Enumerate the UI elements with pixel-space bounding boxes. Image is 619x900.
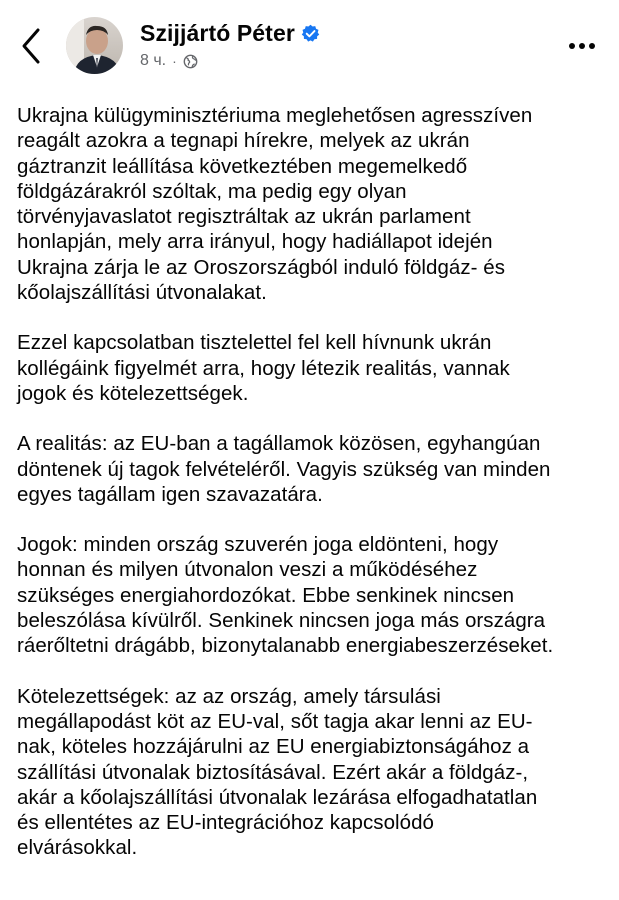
post-body [17,103,609,886]
chevron-left-icon [14,26,50,66]
profile-photo [66,17,123,74]
post-meta [140,50,198,72]
meta-separator: · [172,53,177,69]
back-button[interactable] [14,26,50,66]
post-paragraph: Ezzel kapcsolatban tisztelettel fel kell hívnunk ukrán kollégáink figyelmét arra, hogy létezik realitás, vannak jogok és kötelezettségek. [17,331,510,405]
more-options-button[interactable] [560,34,604,58]
post-paragraph: Jogok: minden ország szuverén joga eldönteni, hogy honnan és milyen útvonalon veszi a működéséhez szükséges energiahordozókat. Ebbe senkinek nincsen beleszólása kívülről. Senkinek nincsen joga más országra ráerőltetni drágább, bizonytalanabb energiabeszerzéseket. [17,533,554,658]
globe-icon [183,54,198,69]
avatar[interactable] [66,17,123,74]
verified-badge-icon [301,24,320,43]
post-paragraph: Ukrajna külügyminisztériuma meglehetősen agresszíven reagált azokra a tegnapi hírekre, melyek az ukrán gáztranzit leállítása következtében megemelkedő földgázárakról szóltak, ma pedig egy olyan törvényjavaslatot regisztráltak az ukrán parlament honlapján, mely arra irányul, hogy hadiállapot idején Ukrajna zárja le az Oroszországból induló földgáz- és kőolajszállítási útvonalakat. [17,104,533,305]
post-header [0,0,619,92]
post-timestamp[interactable]: 8 ч. [140,52,167,69]
author-name[interactable]: Szijjártó Péter [140,19,295,46]
author-row [140,18,320,48]
post-paragraph: A realitás: az EU-ban a tagállamok közösen, egyhangúan döntenek új tagok felvételéről. Vagyis szükség van minden egyes tagállam igen szavazatára. [17,432,551,506]
post-paragraph: Kötelezettségek: az az ország, amely társulási megállapodást köt az EU-val, sőt tagja akar lenni az EU- nak, köteles hozzájárulni az EU energiabiztonságához a szállítási útvonalak biztosításával. Ezért akár a földgáz-, akár a kőolajszállítási útvonalak lezárása elfogadhatatlan és ellentétes az EU-integrációhoz kapcsolódó elvárásokkal. [17,684,538,860]
more-horizontal-icon [560,34,604,58]
